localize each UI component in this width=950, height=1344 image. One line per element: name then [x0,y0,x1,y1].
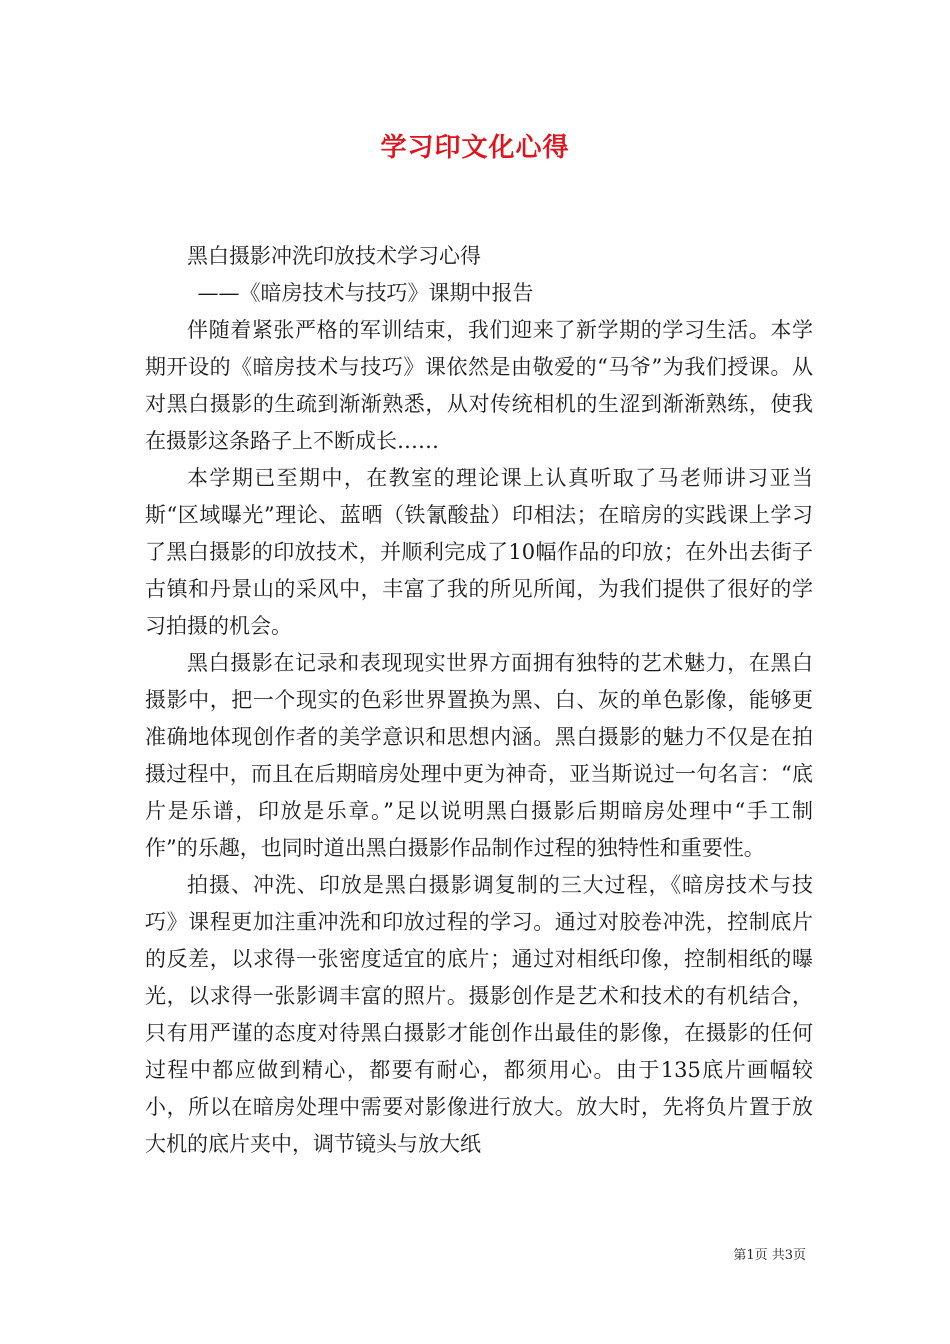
paragraph: 伴随着紧张严格的军训结束，我们迎来了新学期的学习生活。本学期开设的《暗房技术与技巧》课依然是由敬爱的“马爷”为我们授课。从对黑白摄影的生疏到渐渐熟悉，从对传统相机的生涩到渐渐熟练，使我在摄影这条路子上不断成长…… [145,318,813,453]
paragraph: 黑白摄影在记录和表现现实世界方面拥有独特的艺术魅力，在黑白摄影中，把一个现实的色彩世界置换为黑、白、灰的单色影像，能够更准确地体现创作者的美学意识和思想内涵。黑白摄影的魅力不仅是在拍摄过程中，而且在后期暗房处理中更为神奇，亚当斯说过一句名言：“底片是乐谱，印放是乐章。”足以说明黑白摄影后期暗房处理中“手工制作”的乐趣，也同时道出黑白摄影作品制作过程的独特性和重要性。 [145,651,813,860]
paragraph: 拍摄、冲洗、印放是黑白摄影调复制的三大过程，《暗房技术与技巧》课程更加注重冲洗和印放过程的学习。通过对胶卷冲洗，控制底片的反差，以求得一张密度适宜的底片；通过对相纸印像，控制相纸的曝光，以求得一张影调丰富的照片。摄影创作是艺术和技术的有机结合，只有用严谨的态度对待黑白摄影才能创作出最佳的影像，在摄影的任何过程中都应做到精心，都要有耐心，都须用心。由于135底片画幅较小，所以在暗房处理中需要对影像进行放大。放大时，先将负片置于放大机的底片夹中，调节镜头与放大纸 [145,873,813,1156]
subtitle-line-1: 黑白摄影冲洗印放技术学习心得 [187,244,481,268]
paragraph: 本学期已至期中，在教室的理论课上认真听取了马老师讲习亚当斯“区域曝光”理论、蓝晒（铁氰酸盐）印相法；在暗房的实践课上学习了黑白摄影的印放技术，并顺利完成了10幅作品的印放；在外出去街子古镇和丹景山的采风中，丰富了我的所见所闻，为我们提供了很好的学习拍摄的机会。 [145,466,813,638]
page-number: 第1页 共3页 [733,1248,806,1263]
document-title: 学习印文化心得 [380,133,570,163]
document-body [145,238,813,1163]
subtitle-line-2: ——《暗房技术与技巧》课期中报告 [197,281,534,305]
